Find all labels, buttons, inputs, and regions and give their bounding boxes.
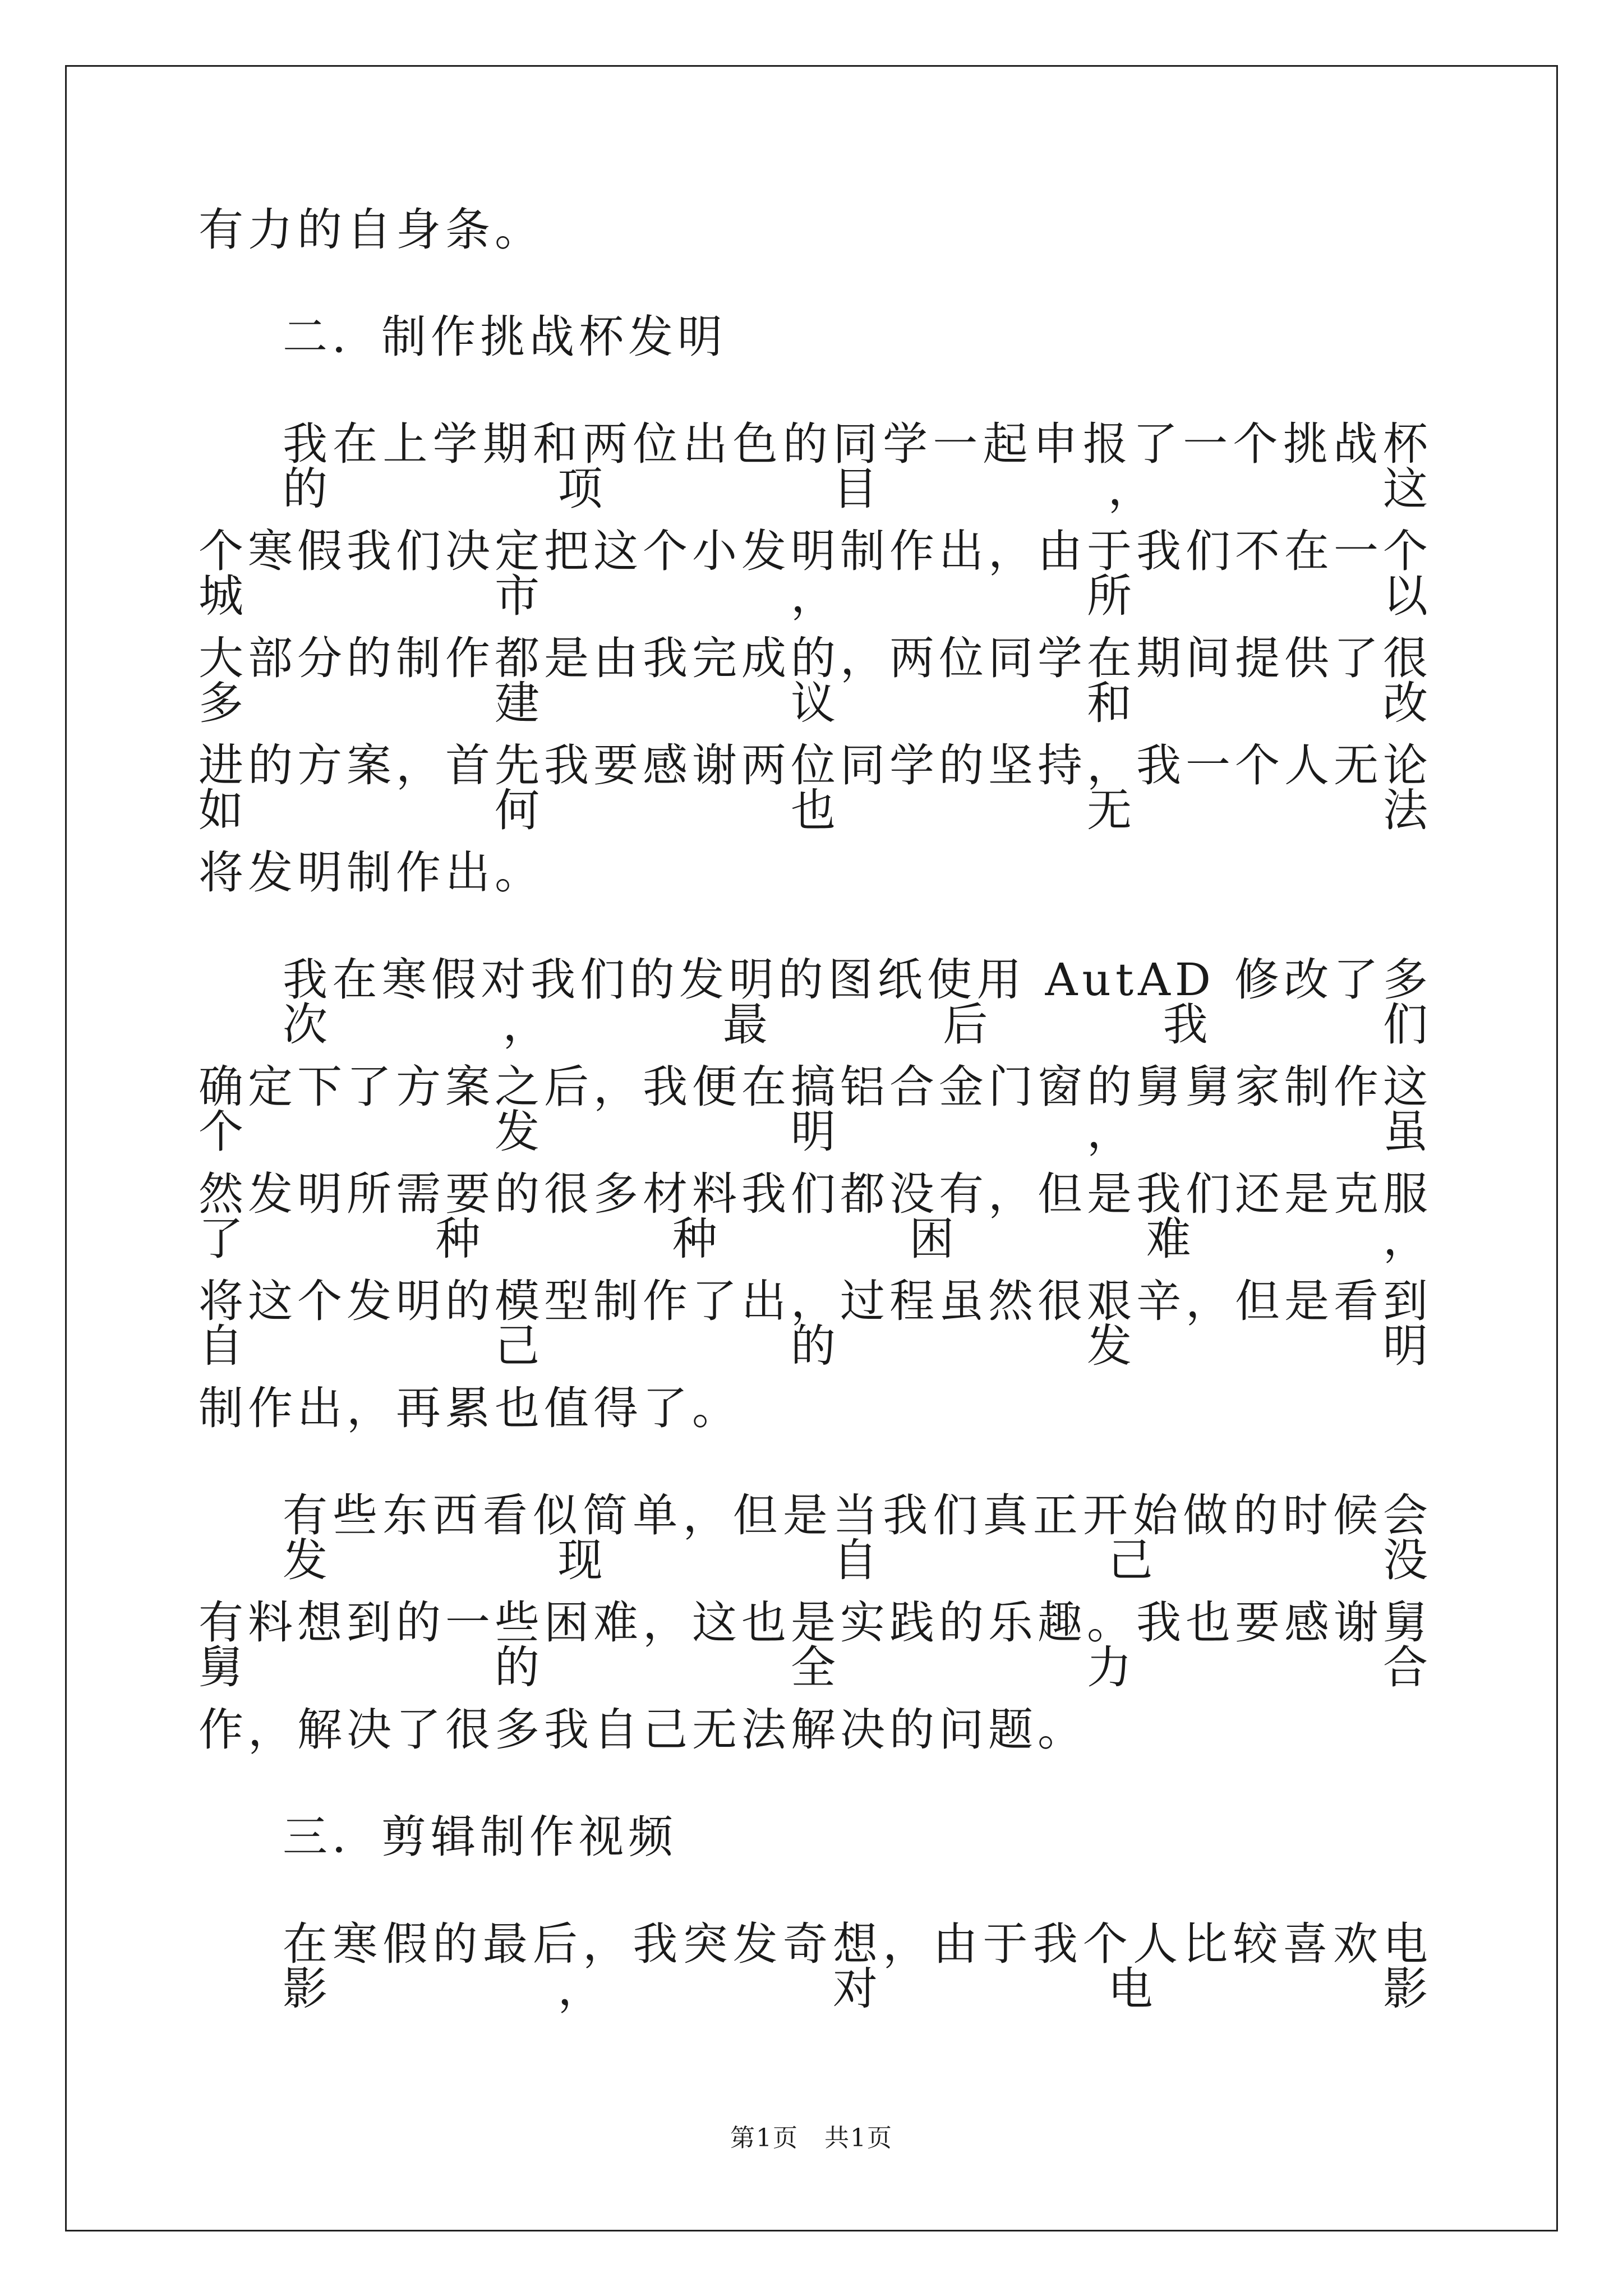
text-line: 将发明制作出。 <box>199 846 544 899</box>
page-footer: 第1页 共1页 <box>730 2124 893 2152</box>
text-line: 将这个发明的模型制作了出，过程虽然很艰辛，但是看到自己的发明 <box>199 1275 1432 1372</box>
text-line: 有些东西看似简单，但是当我们真正开始做的时候会发现自己没 <box>283 1489 1432 1586</box>
text-line: 确定下了方案之后，我便在搞铝合金门窗的舅舅家制作这个发明，虽 <box>199 1061 1432 1158</box>
text-line: 有力的自身条。 <box>199 204 544 256</box>
section-heading: 二．制作挑战杯发明 <box>283 311 727 363</box>
text-line: 然发明所需要的很多材料我们都没有，但是我们还是克服了种种困难， <box>199 1168 1432 1265</box>
text-line: 有料想到的一些困难，这也是实践的乐趣。我也要感谢舅舅的全力合 <box>199 1596 1432 1694</box>
section-heading: 三．剪辑制作视频 <box>283 1811 677 1863</box>
text-line: 作，解决了很多我自己无法解决的问题。 <box>199 1704 1087 1756</box>
text-line: 在寒假的最后，我突发奇想，由于我个人比较喜欢电影，对电影 <box>283 1918 1432 2015</box>
text-line: 个寒假我们决定把这个小发明制作出，由于我们不在一个城市，所以 <box>199 525 1432 622</box>
text-line: 我在上学期和两位出色的同学一起申报了一个挑战杯的项目，这 <box>283 418 1432 515</box>
text-line: 进的方案，首先我要感谢两位同学的坚持，我一个人无论如何也无法 <box>199 739 1432 836</box>
text-line: 我在寒假对我们的发明的图纸使用 AutAD 修改了多次，最后我们 <box>283 954 1432 1051</box>
document-body <box>199 204 1432 2029</box>
text-line: 大部分的制作都是由我完成的，两位同学在期间提供了很多建议和改 <box>199 632 1432 729</box>
text-line: 制作出，再累也值得了。 <box>199 1382 741 1434</box>
